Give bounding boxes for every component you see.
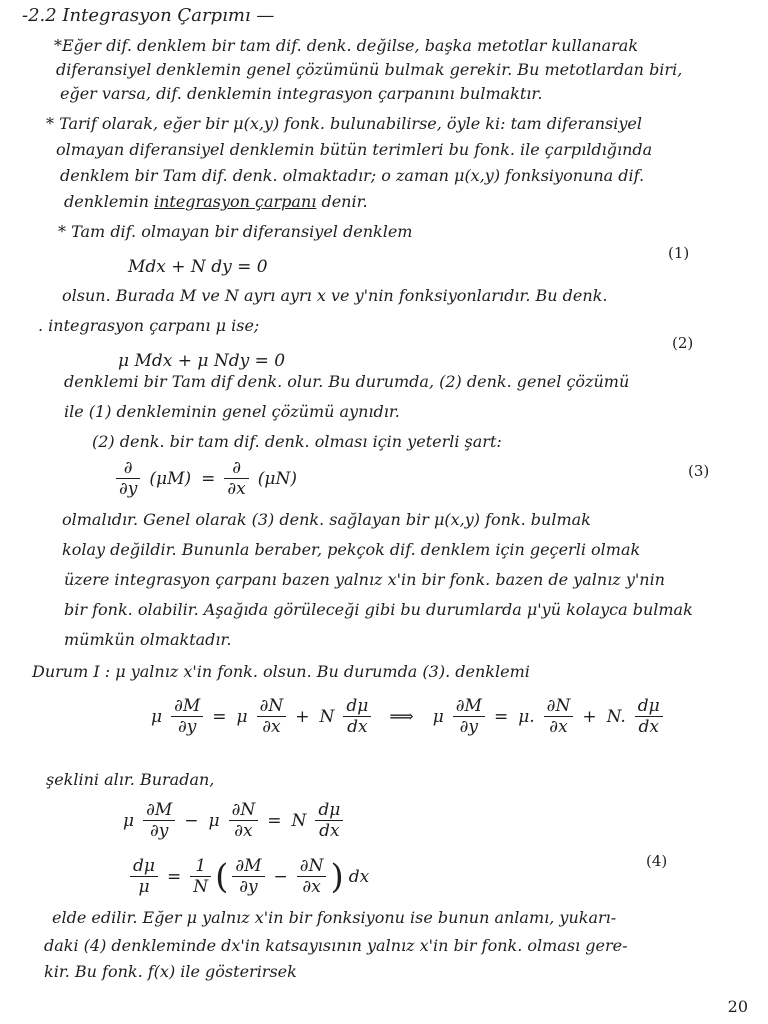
operator: = (166, 866, 182, 887)
equation-number: (4) (646, 852, 668, 870)
text-line: * Tarif olarak, eğer bir μ(x,y) fonk. bulunabilirse, öyle ki: tam diferansiyel (46, 114, 642, 133)
coefficient: μ (208, 810, 220, 831)
section-heading: -2.2 Integrasyon Çarpımı — (22, 5, 275, 26)
coefficient: μ (151, 706, 163, 727)
numerator: dμ (130, 856, 158, 877)
fraction (171, 696, 203, 737)
text-line: kolay değildir. Bununla beraber, pekçok dif. denklem için geçerli olmak (62, 540, 641, 559)
denominator: dx (319, 821, 340, 841)
equation-2: μ Mdx + μ Ndy = 0 (118, 351, 286, 371)
fraction (635, 696, 663, 737)
text-line: daki (4) denkleminde dx'in katsayısının yalnız x'in bir fonk. olması gere- (44, 936, 628, 955)
text-line: üzere integrasyon çarpanı bazen yalnız x'in bir fonk. bazen de yalnız y'nin (64, 570, 665, 589)
denominator: ∂x (262, 717, 281, 737)
text-line: Durum I : μ yalnız x'in fonk. olsun. Bu durumda (3). denklemi (32, 662, 530, 681)
underlined-term: integrasyon çarpanı (153, 192, 317, 211)
text-line: (2) denk. bir tam dif. denk. olması için yeterli şart: (92, 432, 502, 451)
numerator: ∂N (297, 856, 327, 877)
denominator: ∂x (549, 717, 568, 737)
text-line: denklemi bir Tam dif denk. olur. Bu durumda, (2) denk. genel çözümü (64, 372, 630, 391)
fraction (224, 458, 248, 499)
numerator: ∂N (229, 800, 259, 821)
equation-5 (118, 800, 347, 841)
operator: = (493, 706, 509, 727)
right-paren: ) (330, 856, 344, 897)
text-line (64, 192, 368, 212)
text-line: elde edilir. Eğer μ yalnız x'in bir fonksiyonu ise bunun anlamı, yukarı- (52, 908, 617, 927)
text-line: olmalıdır. Genel olarak (3) denk. sağlayan bir μ(x,y) fonk. bulmak (62, 510, 591, 529)
text-line: bir fonk. olabilir. Aşağıda görüleceği gibi bu durumlarda μ'yü kolayca bulmak (64, 600, 693, 619)
operator: = (267, 810, 282, 831)
operator: − (184, 810, 199, 831)
numerator: ∂M (143, 800, 175, 821)
text-line: olsun. Burada M ve N ayrı ayrı x ve y'nin fonksiyonlarıdır. Bu denk. (62, 286, 608, 305)
page-number: 20 (727, 997, 748, 1016)
coefficient: μ. (518, 706, 535, 727)
equation-4 (146, 696, 667, 737)
term: (μM) (149, 468, 192, 489)
numerator: 1 (190, 856, 211, 877)
numerator: ∂M (171, 696, 203, 717)
fraction (343, 696, 371, 737)
numerator: ∂ (116, 458, 140, 479)
text-line: denklem bir Tam dif. denk. olmaktadır; o zaman μ(x,y) fonksiyonuna dif. (60, 166, 645, 185)
denominator: ∂x (227, 479, 246, 499)
operator: = (212, 706, 227, 727)
left-paren: ( (215, 856, 229, 897)
numerator: dμ (343, 696, 371, 717)
fraction (257, 696, 287, 737)
fraction (315, 800, 343, 841)
coefficient: μ (432, 706, 444, 727)
equation-6 (126, 856, 374, 897)
operator: = (201, 468, 216, 489)
text-fragment: denir. (316, 192, 368, 211)
fraction (544, 696, 574, 737)
fraction (130, 856, 158, 897)
numerator: ∂N (544, 696, 574, 717)
text-line: . integrasyon çarpanı μ ise; (38, 316, 260, 335)
fraction (229, 800, 259, 841)
denominator: ∂y (149, 821, 169, 841)
equation-number: (1) (668, 244, 690, 262)
operator: − (273, 866, 288, 887)
text-line: mümkün olmaktadır. (64, 630, 232, 649)
numerator: ∂M (232, 856, 264, 877)
denominator: ∂y (119, 479, 138, 499)
denominator: ∂x (302, 877, 321, 897)
text-line: eğer varsa, dif. denklemin integrasyon çarpanını bulmaktır. (60, 84, 543, 103)
numerator: ∂N (257, 696, 287, 717)
denominator: ∂x (234, 821, 253, 841)
fraction (190, 856, 211, 897)
operator: + (295, 706, 310, 727)
text-line: diferansiyel denklemin genel çözümünü bulmak gerekir. Bu metotlardan biri, (56, 60, 683, 79)
coefficient: N (291, 810, 307, 831)
numerator: dμ (635, 696, 663, 717)
text-line: *Eğer dif. denklem bir tam dif. denk. değilse, başka metotlar kullanarak (54, 36, 639, 55)
fraction (143, 800, 175, 841)
coefficient: μ (236, 706, 248, 727)
term: (μN) (257, 468, 297, 489)
denominator: ∂y (459, 717, 479, 737)
numerator: dμ (315, 800, 343, 821)
fraction (116, 458, 140, 499)
fraction (232, 856, 264, 897)
equation-number: (2) (672, 334, 694, 352)
differential: dx (348, 866, 370, 887)
denominator: ∂y (239, 877, 258, 897)
operator: + (582, 706, 597, 727)
coefficient: N. (606, 706, 626, 727)
numerator: ∂M (453, 696, 485, 717)
coefficient: N (319, 706, 335, 727)
implies-arrow: ⟹ (389, 706, 414, 727)
denominator: N (193, 877, 209, 897)
denominator: dx (638, 717, 659, 737)
coefficient: μ (123, 810, 135, 831)
denominator: ∂y (177, 717, 197, 737)
text-fragment: denklemin (64, 192, 154, 211)
equation-number: (3) (688, 462, 710, 480)
fraction (297, 856, 327, 897)
text-line: kir. Bu fonk. f(x) ile gösterirsek (44, 962, 297, 981)
denominator: μ (138, 877, 150, 897)
denominator: dx (347, 717, 368, 737)
equation-1: Mdx + N dy = 0 (128, 257, 268, 277)
text-line: ile (1) denkleminin genel çözümü aynıdır. (64, 402, 400, 421)
equation-3 (112, 458, 302, 499)
text-line: * Tam dif. olmayan bir diferansiyel denklem (58, 222, 413, 241)
text-line: olmayan diferansiyel denklemin bütün terimleri bu fonk. ile çarpıldığında (56, 140, 653, 159)
text-line: şeklini alır. Buradan, (46, 770, 215, 789)
fraction (453, 696, 485, 737)
numerator: ∂ (224, 458, 248, 479)
